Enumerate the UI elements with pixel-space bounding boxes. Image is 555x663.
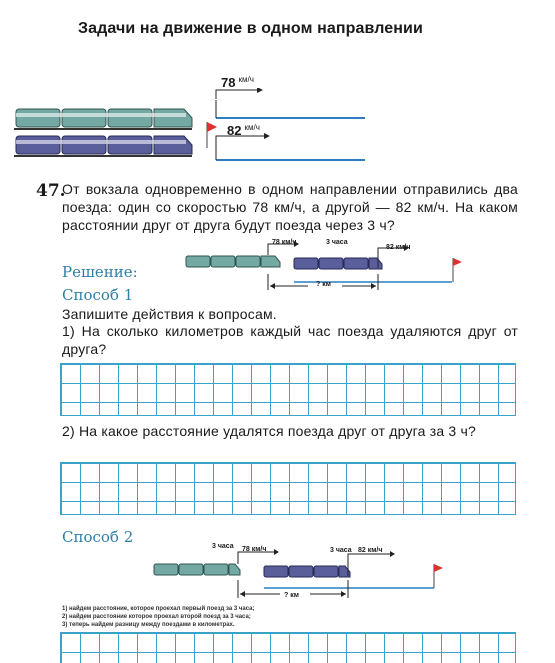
- top-speed-1: 78 $^{км/ч}$: [221, 75, 254, 90]
- diagram1-speed2: 82 км/ч: [386, 244, 411, 251]
- diagram2-distance: ? км: [284, 592, 299, 599]
- diagram2-time1: 3 часа: [212, 543, 234, 550]
- diagram1-time: 3 часа: [326, 239, 348, 246]
- answer-grid-1[interactable]: [60, 363, 516, 416]
- diagram1-speed1: 78 км/ч: [272, 239, 297, 246]
- top-train-diagram: [10, 100, 370, 162]
- arrow-1: [215, 88, 265, 100]
- solution-label: Решение:: [62, 263, 138, 281]
- hint-1: 1) найдем расстояние, которое проехал первый поезд за 3 часа;: [62, 606, 255, 612]
- method1-instruction: Запишите действия к вопросам.: [62, 306, 277, 322]
- train-green-1: [186, 256, 280, 267]
- train-bottom: [14, 136, 192, 156]
- task-number: 47.: [36, 181, 66, 201]
- diagram1-distance: ? км: [316, 281, 331, 288]
- hint-2: 2) найдем расстояние которое проехал второй поезд за 3 часа;: [62, 614, 251, 620]
- diagram-2: [150, 542, 450, 602]
- flag-icon: [453, 258, 462, 282]
- flag-icon: [434, 564, 443, 588]
- diagram2-speed1: 78 км/ч: [242, 546, 267, 553]
- page-title: Задачи на движение в одном направлении: [78, 20, 423, 37]
- diagram2-time2: 3 часа: [330, 547, 352, 554]
- train-blue-2: [264, 566, 350, 577]
- method2-label: Способ 2: [62, 528, 134, 546]
- diagram2-speed2: 82 км/ч: [358, 547, 383, 554]
- answer-grid-2[interactable]: [60, 462, 516, 515]
- train-blue-1: [294, 258, 382, 269]
- task-text: От вокзала одновременно в одном направлении отправились два поезда: один со скоростью 78 км/ч, а другой — 82 км/ч. На каком расстоянии друг от друга будут поезда через 3 ч?: [62, 181, 518, 233]
- train-top: [14, 109, 192, 129]
- answer-grid-3[interactable]: [60, 632, 516, 663]
- method1-label: Способ 1: [62, 286, 134, 304]
- train-green-2: [154, 564, 240, 575]
- hint-3: 3) теперь найдем разницу между поездами в километрах.: [62, 622, 235, 628]
- method1-question-2: 2) На какое расстояние удалятся поезда друг от друга за 3 ч?: [62, 423, 476, 439]
- top-speed-2: 82 $^{км/ч}$: [227, 123, 260, 138]
- method1-question-1: 1) На сколько километров каждый час поезда удаляются друг от друга?: [62, 323, 518, 357]
